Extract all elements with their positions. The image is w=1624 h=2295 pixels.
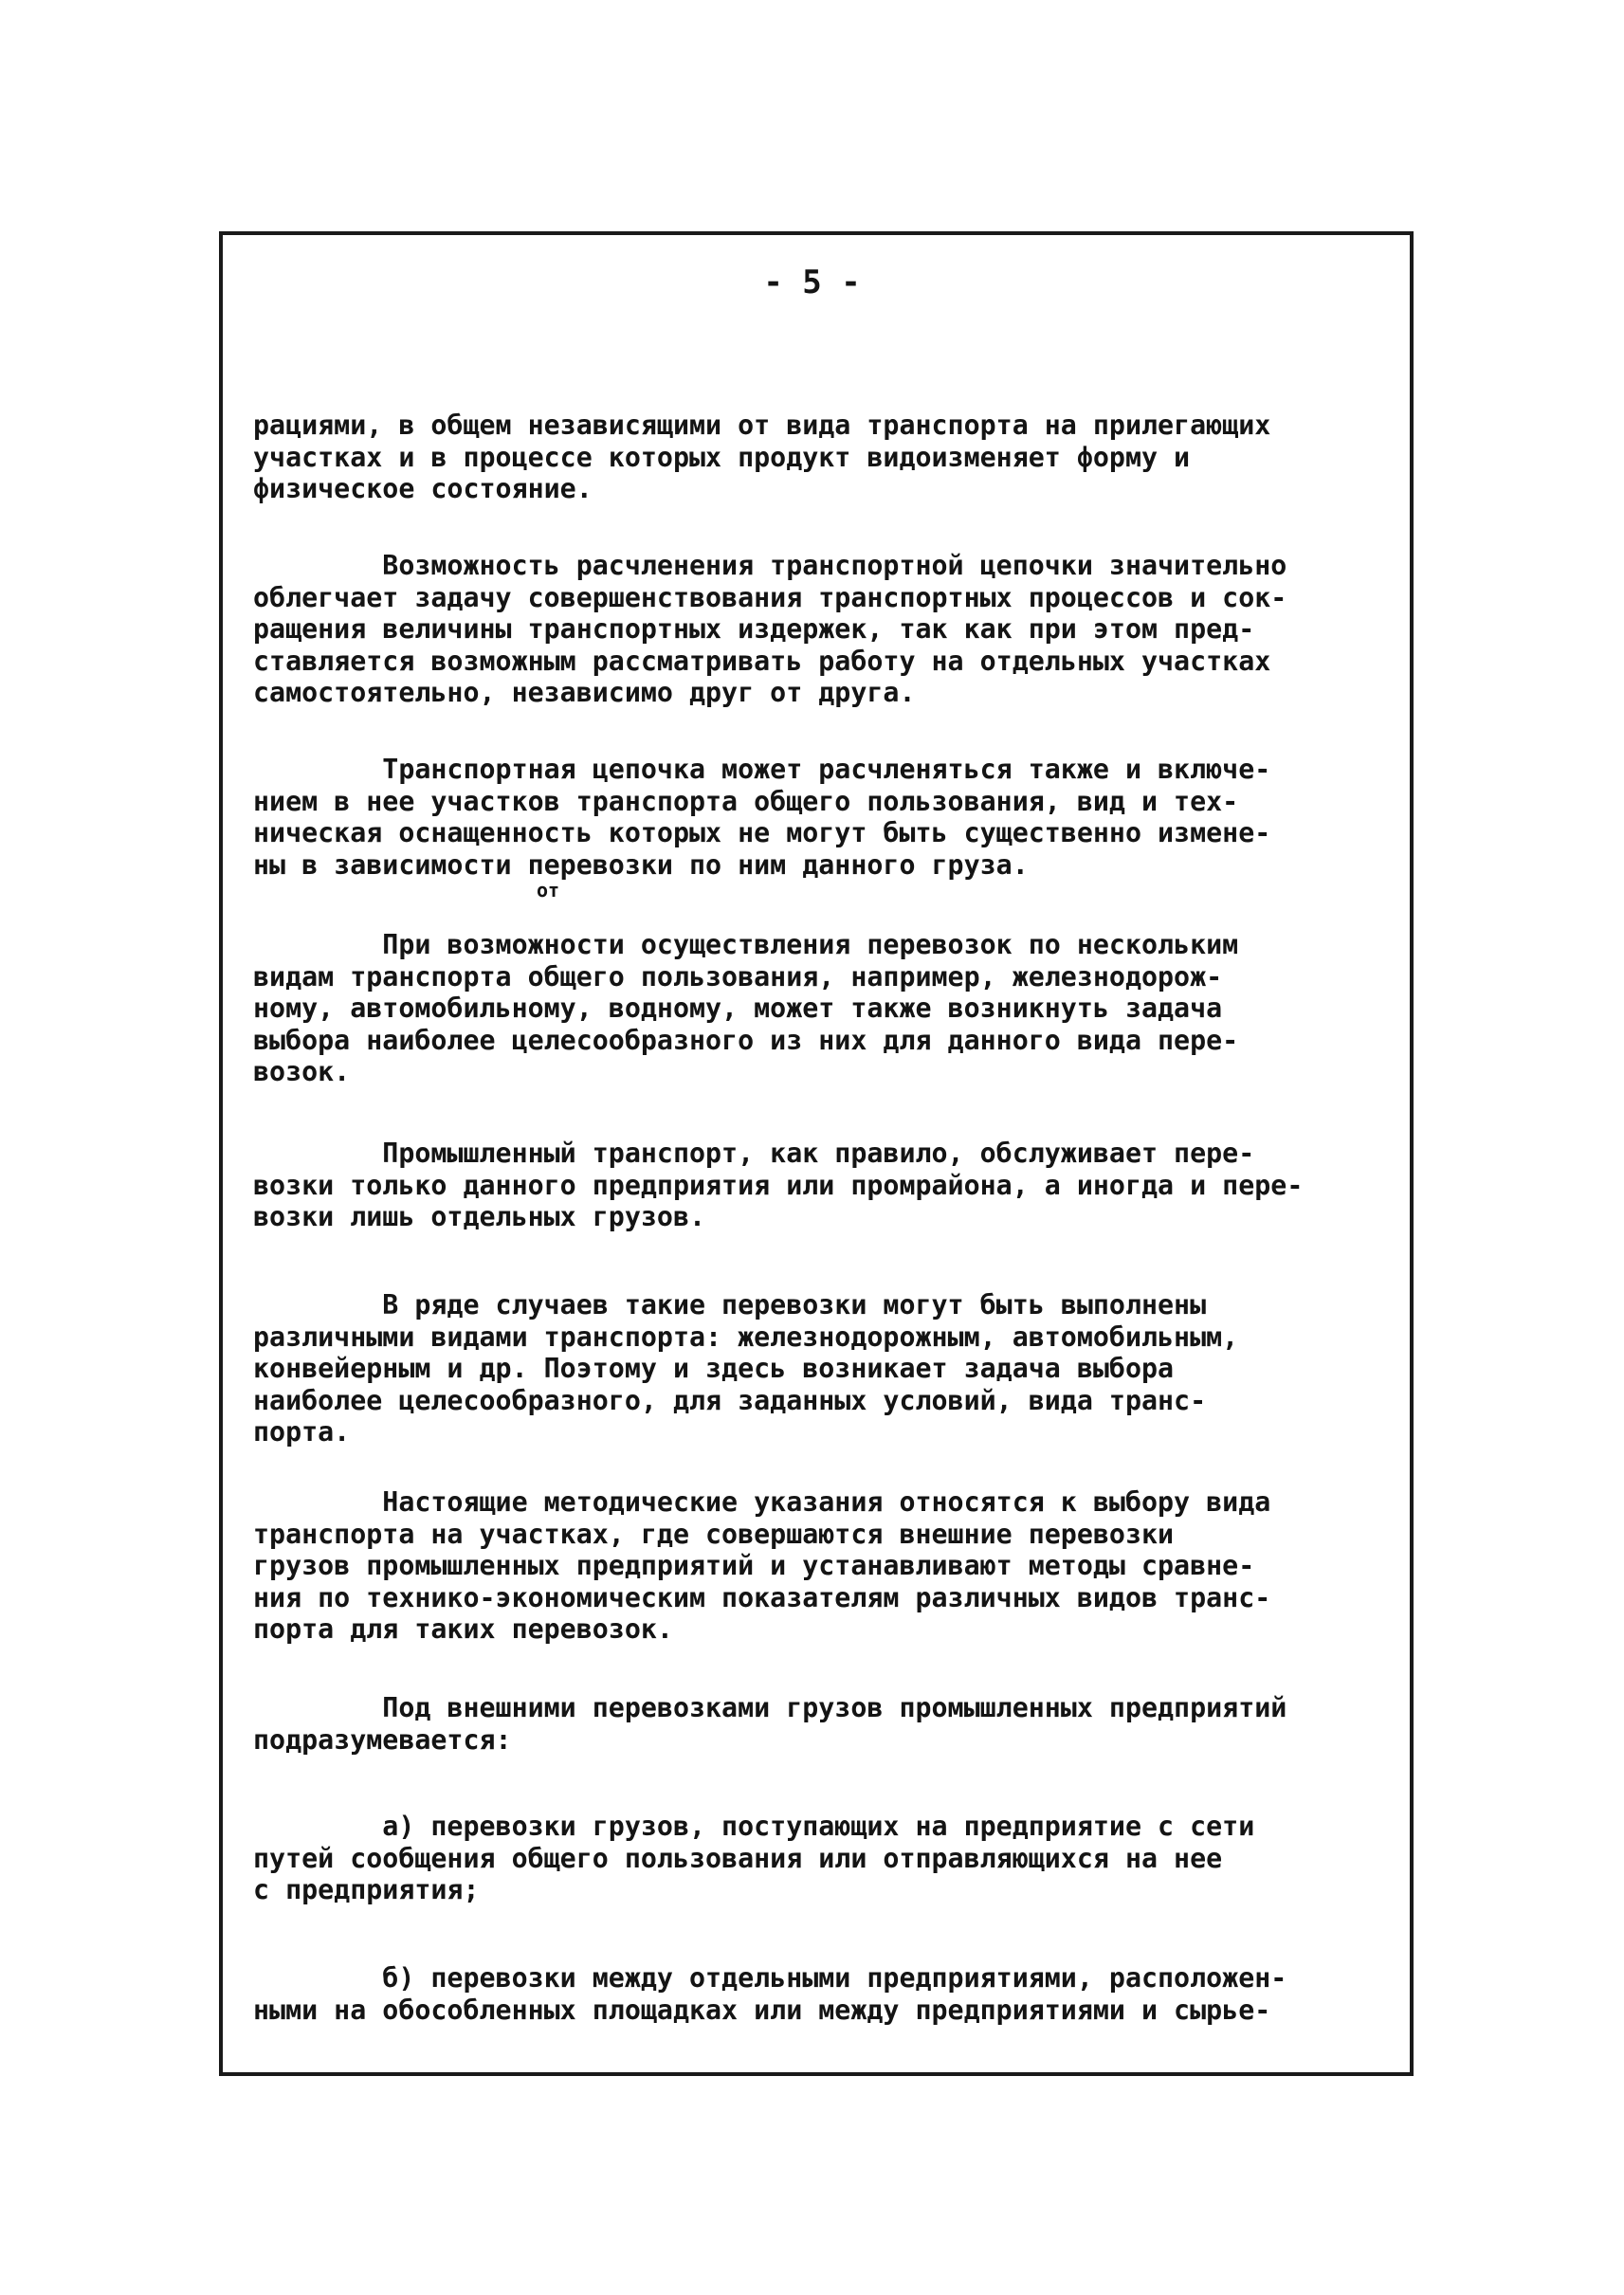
text-line: видам транспорта общего пользования, например, железнодорож- (253, 960, 1223, 993)
text-line: ставляется возможным рассматривать работу на отдельных участках (253, 645, 1271, 677)
text-line: Настоящие методические указания относятся к выбору вида (253, 1486, 1271, 1518)
paragraph (253, 550, 1414, 709)
text-line: б) перевозки между отдельными предприятиями, расположен- (253, 1962, 1287, 1994)
text-line: порта для таких перевозок. (253, 1613, 673, 1645)
text-line: выбора наиболее целесообразного из них для данного вида пере- (253, 1024, 1239, 1056)
text-line: В ряде случаев такие перевозки могут быть выполнены (253, 1289, 1207, 1321)
text-line: При возможности осуществления перевозок по нескольким (253, 929, 1239, 960)
text-line: ния по технико-экономическим показателям различных видов транс- (253, 1581, 1271, 1613)
text-line: Транспортная цепочка может расчленяться также и включе- (253, 754, 1271, 785)
text-line: ническая оснащенность которых не могут быть существенно измене- (253, 817, 1271, 848)
text-line: рациями, в общем независящими от вида транспорта на прилегающих (253, 410, 1271, 441)
text-line: ны в зависимости перевозки по ним данного груза. (253, 848, 1029, 881)
text-line: возок. (253, 1056, 351, 1087)
text-line: участках и в процессе которых продукт видоизменяет форму и (253, 441, 1191, 473)
text-line: с предприятия; (253, 1874, 480, 1905)
text-line: путей сообщения общего пользования или отправляющихся на нее (253, 1842, 1223, 1874)
paragraph (253, 1962, 1414, 2026)
text-line: конвейерным и др. Поэтому и здесь возникает задача выбора (253, 1353, 1175, 1384)
paragraph (253, 1811, 1414, 1906)
paragraph (253, 1138, 1414, 1233)
handwritten-insertion: от (537, 879, 560, 902)
text-line: физическое состояние. (253, 473, 593, 504)
paragraph (253, 929, 1414, 1088)
text-line: различными видами транспорта: железнодорожным, автомобильным, (253, 1321, 1239, 1353)
page-number: - 5 - (763, 264, 861, 301)
text-line: порта. (253, 1416, 351, 1448)
text-line: Промышленный транспорт, как правило, обслуживает пере- (253, 1138, 1255, 1169)
text-line: нием в нее участков транспорта общего пользования, вид и тех- (253, 785, 1239, 817)
text-line: ному, автомобильному, водному, может также возникнуть задача (253, 993, 1223, 1024)
text-line: подразумевается: (253, 1723, 512, 1756)
text-line: возки только данного предприятия или промрайона, а иногда и пере- (253, 1169, 1304, 1201)
paragraph (253, 1486, 1414, 1646)
paragraph (253, 1692, 1414, 1756)
text-line: облегчает задачу совершенствования транспортных процессов и сок- (253, 581, 1287, 613)
text-line: самостоятельно, независимо друг от друга. (253, 677, 916, 708)
text-line: ращения величины транспортных издержек, так как при этом пред- (253, 613, 1255, 645)
paragraph (253, 1289, 1414, 1448)
text-line: а) перевозки грузов, поступающих на предприятие с сети (253, 1811, 1255, 1842)
paragraph (253, 754, 1414, 881)
text-line: Возможность расчленения транспортной цепочки значительно (253, 550, 1287, 581)
text-line: возки лишь отдельных грузов. (253, 1201, 706, 1232)
text-line: Под внешними перевозками грузов промышленных предприятий (253, 1692, 1287, 1723)
paragraph (253, 410, 1414, 505)
text-line: ными на обособленных площадках или между предприятиями и сырье- (253, 1994, 1271, 2026)
text-line: транспорта на участках, где совершаются внешние перевозки (253, 1518, 1175, 1550)
text-line: грузов промышленных предприятий и устанавливают методы сравне- (253, 1550, 1255, 1581)
text-line: наиболее целесообразного, для заданных условий, вида транс- (253, 1384, 1207, 1416)
